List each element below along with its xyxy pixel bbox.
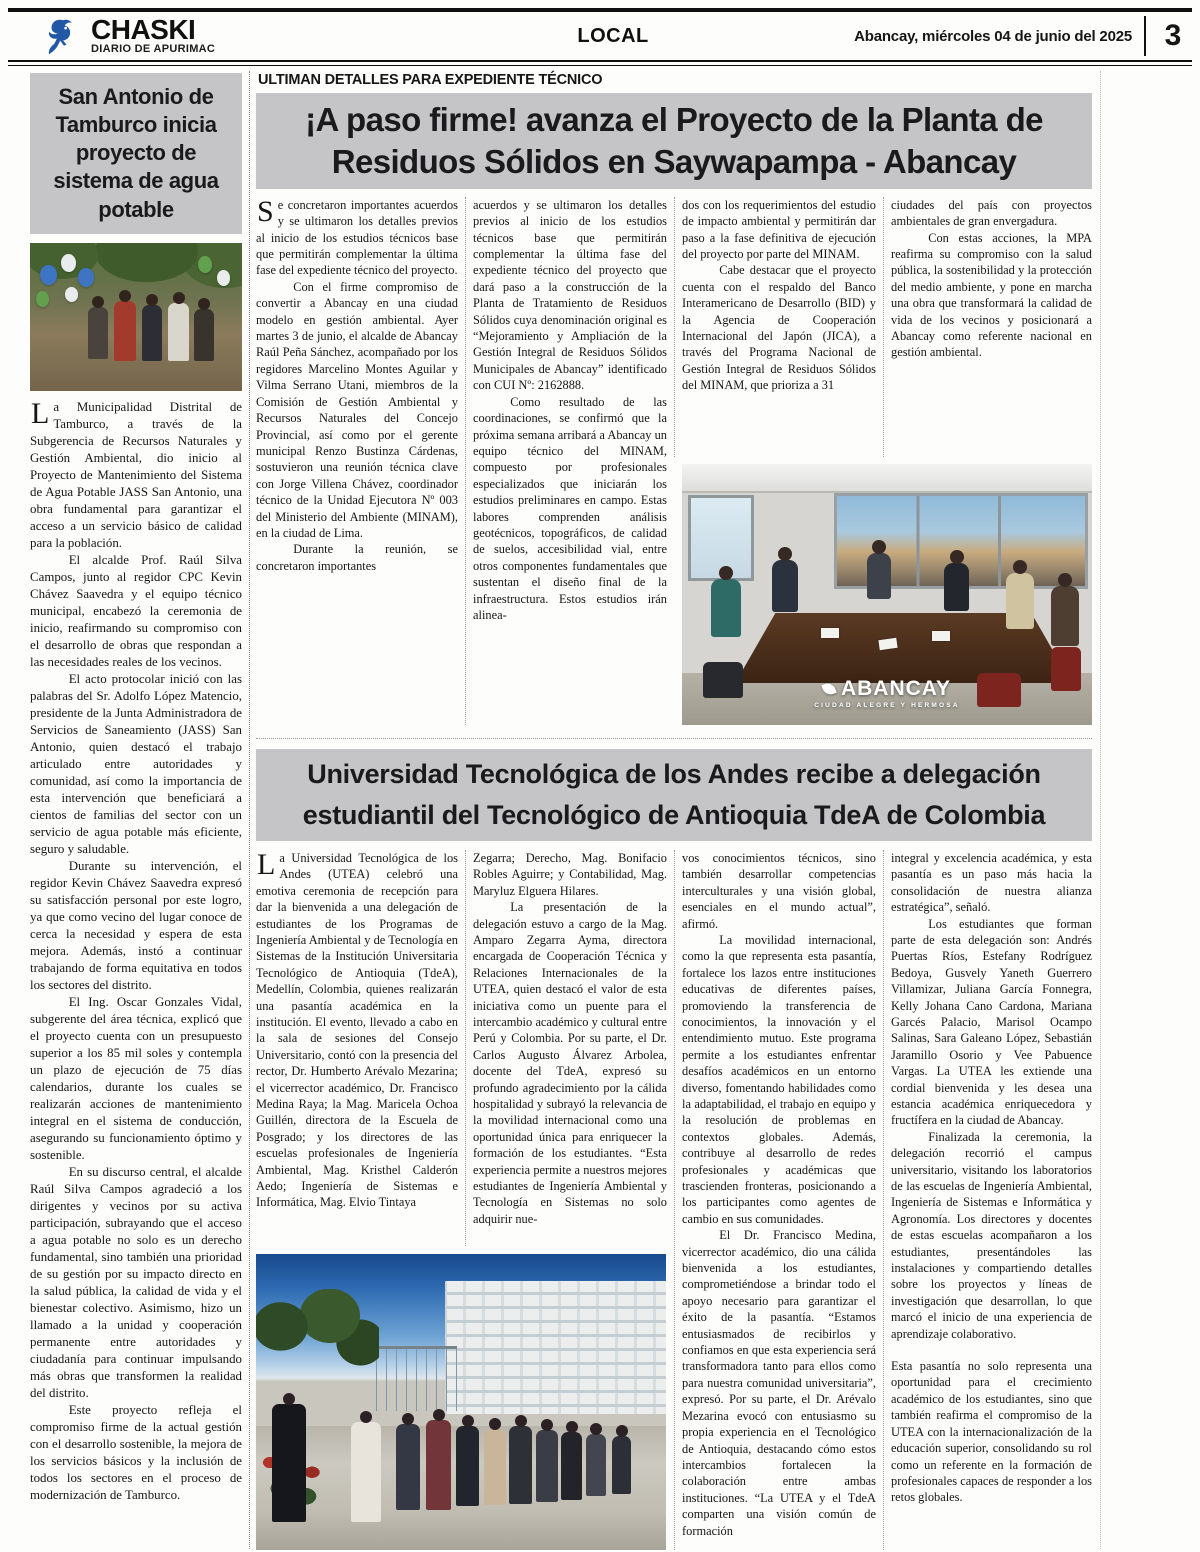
paragraph: Este proyecto refleja el compromiso firme de la actual gestión con el desarrollo sostenible, la mejora de los servicios básicos y la inclusión de todos los sectores en el proceso de modernización de Tamburco. (30, 1402, 242, 1502)
drop-cap: S (257, 196, 274, 228)
paragraph: Finalizada la ceremonia, la delegación recorrió el campus universitario, visitando los laboratorios de las escuelas de Ingeniería Ambiental, Ingeniería de Sistemas e Informática y Agronomía. Los directores y docentes de estas escuelas acompañaron a los estudiantes, presentándoles las instalaciones y compartiendo detalles sobre los proyectos y líneas de investigación que desarrollan, lo que marcó el inicio de una experiencia de aprendizaje colaborativo. (891, 1129, 1092, 1341)
paragraph: ciudades del país con proyectos ambientales de gran envergadura. (891, 197, 1092, 229)
person-figure (168, 303, 189, 361)
chaski-bird-logo (42, 15, 84, 57)
abancay-leaf-icon (821, 681, 836, 696)
person-figure (944, 563, 969, 611)
person-figure (867, 553, 891, 599)
person-figure (142, 305, 162, 361)
person-figure (351, 1422, 381, 1522)
paragraph-list (30, 552, 242, 1504)
paper (932, 631, 950, 641)
watermark-title: ABANCAY (840, 676, 952, 700)
article1-column-4 (883, 197, 1092, 457)
paragraph-list (682, 197, 876, 394)
glass-building (367, 1346, 457, 1411)
balloon (198, 256, 212, 273)
balloon (61, 254, 76, 272)
paragraph: El alcalde Prof. Raúl Silva Campos, junto al regidor CPC Kevin Chávez Saavedra y el equipo técnico municipal, encabezó la ceremonia de inicio, reafirmando su compromiso con el desarrollo de obras que respondan a las necesidades reales de los vecinos. (30, 552, 242, 669)
paragraph: Cabe destacar que el proyecto cuenta con el respaldo del Banco Interamericano de Desarrollo (BID) y la Agencia de Cooperación Internacional del Japón (JICA), a través del Programa Nacional de Gestión Integral de Residuos Sólidos del MINAM, que prioriza a 31 (682, 263, 876, 393)
paragraph: El Dr. Francisco Medina, vicerrector académico, dio una cálida bienvenida a los estudiantes, comprometiéndose a brindar todo el apoyo necesario para garantizar el éxito de la pasantía. “Estamos entusiasmados de recibirlos y confiamos en que esta experiencia será transformadora tanto para ellos como para nuestra comunidad universitaria”, expresó. Por su parte, el Dr. Arévalo Mezarina evocó con entusiasmo su propia experiencia en el Tecnológico de Antioquia, destacando cómo estos intercambios fortalecen la colaboración entre ambas instituciones. “La UTEA y el TdeA comparten una visión común de formación (682, 1228, 876, 1538)
paragraph: Con el firme compromiso de convertir a Abancay en una ciudad modelo en gestión ambiental. Ayer martes 3 de junio, el alcalde de Abancay Raúl Peña Sánchez, acompañado por los regidores Marcelino Montes Aguilar y Vilma Serrano Utani, miembros de la Comisión de Gestión Ambiental y Recursos Naturales del Concejo Provincial, así como por el gerente municipal Renzo Bustinza Cárdenas, sostuvieron una reunión técnica clave con Jorge Villena Chávez, coordinador técnico de la Unidad Ejecutora Nº 003 del Ministerio del Ambiente (MINAM), en la ciudad de Lima. (256, 279, 458, 540)
person-figure (396, 1424, 420, 1510)
paragraph: La presentación de la delegación estuvo a cargo de la Mag. Amparo Zegarra Ayma, directora encargada de Cooperación Técnica y Relaciones Internacionales de la UTEA, quien destacó el valor de esta iniciativa como un puente para el intercambio académico y cultural entre Perú y Colombia. Por su parte, el Dr. Carlos Augusto Álvarez Arbolea, docente del TdeA, expresó su profundo agradecimiento por la cálida hospitalidad y subrayó la relevancia de la movilidad internacional como una oportunidad única para enriquecer la formación de los estudiantes. “Esta experiencia permite a nuestros mejores estudiantes de Ingeniería Ambiental y Tecnología en Sistemas no solo adquirir nue- (473, 900, 667, 1226)
article-utea-delegacion (256, 749, 1092, 1550)
paragraph: Zegarra; Derecho, Mag. Bonifacio Robles Aguirre; y Contabilidad, Mag. Maryluz Elguera Hilares. (473, 850, 667, 898)
article2-column-4 (883, 850, 1092, 1550)
paragraph-list (891, 197, 1092, 361)
person-figure (509, 1426, 532, 1504)
lead-text: a Universidad Tecnológica de los Andes (UTEA) celebró una emotiva ceremonia de recepción para dar la bienvenida a una delegación de estudiantes de los Programas de Ingeniería Ambiental y de Tecnología en Sistemas de la Institución Universitaria Tecnológico de Antioquia (TdeA), Medellín, Colombia, quienes realizarán una pasantía académica en la institución. El evento, llevado a cabo en la sala de sesiones del Consejo Universitario, contó con la presencia del rector, Dr. Humberto Arévalo Mezarina; el vicerrector académico, Dr. Francisco Medina Raya; la Mag. Maricela Ochoa Guillén, directora de la Escuela de Posgrado; y los directores de las escuelas profesionales de Ingeniería Ambiental, Mag. Kristhel Calderón Aedo; Ingeniería de Sistemas e Informática, Mag. Elvio Tintaya (256, 850, 458, 1210)
paragraph-list (682, 850, 876, 1539)
paper (878, 637, 897, 649)
ceiling (682, 464, 1092, 493)
drop-cap: L (257, 849, 276, 881)
person-figure (114, 301, 136, 361)
paragraph: Durante la reunión, se concretaron importantes (256, 542, 458, 573)
paragraph: Como resultado de las coordinaciones, se confirmó que la próxima semana arribará a Abancay un equipo técnico del MINAM, compuesto por profesionales especializados que iniciarán los estudios preliminares en campo. Estas labores comprenden análisis geotécnicos, topográficos, de calidad de suelos, accesibilidad vial, entre otros componentes fundamentales que sustentan el diseño final de la infraestructura. Estos estudios irán alinea- (473, 394, 667, 622)
balloon (40, 265, 57, 285)
person-figure (1006, 573, 1034, 629)
article1-column-3 (674, 197, 883, 457)
person-figure (194, 309, 214, 361)
article1-column-1 (256, 197, 465, 725)
paragraph-list (256, 279, 458, 574)
masthead-title: CHASKI (91, 14, 196, 45)
main-right-divider (1100, 71, 1101, 1549)
header-divider (1144, 16, 1146, 56)
balloon (65, 287, 78, 302)
paragraph-list (473, 197, 667, 624)
person-figure (426, 1420, 451, 1510)
person-figure (456, 1426, 479, 1506)
lead-paragraph (256, 850, 458, 1211)
person-figure (711, 579, 741, 637)
issue-date: Abancay, miércoles 04 de junio del 2025 (854, 27, 1132, 45)
sidebar-main-divider (249, 71, 250, 1549)
paragraph: acuerdos y se ultimaron los detalles previos al inicio de los estudios técnicos base que permitirán complementar la última fase del expediente técnico del proyecto que dará paso a la construcción de la Planta de Tratamiento de Residuos Sólidos cuya denominación original es “Mejoramiento y Ampliación de la Gestión Integral de Residuos Sólidos Municipales de Abancay” identificado con CUI Nº: 2162888. (473, 197, 667, 393)
article-planta-residuos-solidos (256, 71, 1092, 725)
article2-column-3 (674, 850, 883, 1550)
trees (256, 1289, 379, 1396)
drop-cap: L (31, 398, 50, 430)
paragraph: La movilidad internacional, como la que representa esta pasantía, fortalece los lazos entre instituciones educativas de diferentes países, promoviendo la transferencia de conocimientos, la innovación y el entendimiento mutuo. Este programa permite a los estudiantes enfrentar desafíos académicos en un entorno diverso, fomentando habilidades como la adaptabilidad, el trabajo en equipo y la resolución de problemas en contextos globales. Además, contribuye al desarrollo de redes profesionales y académicas que trascienden fronteras, posicionando a los participantes como agentes de cambio en sus comunidades. (682, 932, 876, 1226)
lead-text: a Municipalidad Distrital de Tamburco, a través de la Subgerencia de Recursos Naturales y Gestión Ambiental, dio inicio al Proyecto de Mantenimiento del Sistema de Agua Potable JASS San Antonio, una obra fundamental para garantizar el acceso a un servicio básico de calidad para la población. (30, 399, 242, 550)
paragraph: dos con los requerimientos del estudio de impacto ambiental y permitirán dar paso a la fase definitiva de ejecución del proyecto por parte del MINAM. (682, 197, 876, 262)
article2-photo-campus-tour (256, 1254, 666, 1550)
lead-paragraph (30, 399, 242, 552)
photo-watermark (682, 676, 1092, 715)
person-figure (1051, 586, 1079, 646)
paragraph: Los estudiantes que forman parte de esta delegación son: Andrés Puertas Ríos, Estefany Rodríguez Bedoya, Gusvely Yaneth Guerrero Villamizar, Juliana García Fonnegra, Kelly Johana Cano Cardona, Mariana Garcés Palacio, Marisol Ocampo Salinas, Sara Galeano López, Sebastián Jaramillo Osorio y Vee Pabuence Vargas. La UTEA les extiende una cordial bienvenida y les desea una estancia académica enriquecedora y fructífera en la ciudad de Abancay. (891, 916, 1092, 1128)
section-label: LOCAL (577, 24, 649, 47)
balloon (36, 291, 49, 307)
masthead-brand (42, 15, 372, 57)
article1-headline: ¡A paso firme! avanza el Proyecto de la Planta de Residuos Sólidos en Saywapampa - Abancay (256, 93, 1092, 189)
page-header (8, 8, 1192, 66)
article1-column-2 (465, 197, 674, 725)
paragraph: Durante su intervención, el regidor Kevin Chávez Saavedra expresó su satisfacción personal por este logro, ya que como vecino del lugar conoce de cerca la necesidad y espera de esta mejora. Además, instó a continuar trabajando de forma equitativa en todos los sectores del distrito. (30, 858, 242, 992)
person-figure (612, 1436, 631, 1494)
article2-column-2 (465, 850, 674, 1246)
paragraph: vos conocimientos técnicos, sino también desarrollar competencias interculturales y una visión global, esenciales en el mundo actual”, afirmó. (682, 850, 876, 931)
person-figure (772, 560, 798, 612)
paragraph-list (891, 850, 1092, 1506)
person-figure (272, 1404, 306, 1522)
person-figure (586, 1434, 606, 1496)
watermark-tagline: CIUDAD ALEGRE Y HERMOSA (814, 701, 960, 709)
person-figure (561, 1432, 582, 1500)
masthead-subtitle: DIARIO DE APURIMAC (91, 43, 216, 55)
sidebar-photo-inauguration (30, 243, 242, 391)
article-separator (256, 738, 1092, 739)
article2-headline: Universidad Tecnológica de los Andes recibe a delegación estudiantil del Tecnológico de Antioquia TdeA de Colombia (256, 749, 1092, 841)
person-figure (536, 1430, 558, 1502)
sidebar-body-text (30, 399, 242, 1549)
page-number: 3 (1164, 19, 1182, 52)
balloon (217, 270, 230, 286)
lead-paragraph (256, 197, 458, 279)
paper (821, 628, 839, 638)
university-building (445, 1281, 666, 1414)
paragraph: En su discurso central, el alcalde Raúl Silva Campos agradeció a los dirigentes y vecinos por su activa participación, subrayando que el acceso a agua potable no solo es un derecho fundamental, sino también una prioridad de su gestión por su impacto directo en la salud pública, la calidad de vida y el bienestar colectivo. Asimismo, hizo un llamado a la unidad y cooperación permanente entre autoridades y ciudadanía para continuar impulsando más obras que transformen la realidad del distrito. (30, 1164, 242, 1400)
lead-text: e concretaron importantes acuerdos y se ultimaron los detalles previos al inicio de los estudios técnicos base que permitirán complementar la última fase del expediente técnico del proyecto. (256, 197, 458, 278)
paragraph-list (473, 850, 667, 1227)
person-figure (484, 1429, 506, 1505)
balloon (78, 268, 94, 287)
paragraph: Esta pasantía no solo representa una oportunidad para el crecimiento académico de los estudiantes, sino que también reafirma el compromiso de la UTEA con la internacionalización de la educación superior, consolidando su rol como un referente en la formación de profesionales capaces de responder a los retos globales. (891, 1359, 1092, 1505)
article1-kicker: ULTIMAN DETALLES PARA EXPEDIENTE TÉCNICO (258, 72, 603, 88)
sidebar-article-agua-potable (30, 71, 242, 1549)
sidebar-headline: San Antonio de Tamburco inicia proyecto de sistema de agua potable (30, 73, 242, 234)
article2-column-1 (256, 850, 465, 1246)
paragraph: Con estas acciones, la MPA reafirma su compromiso con la salud pública, la sostenibilidad y la protección del medio ambiente, y pone en marcha una obra que transformará la calidad de vida de los vecinos y posicionará a Abancay como referente nacional en gestión ambiental. (891, 230, 1092, 360)
person-figure (88, 307, 108, 359)
paragraph: integral y excelencia académica, y esta pasantía es un paso más hacia la consolidación de nuestra alianza estratégica”, señaló. (891, 850, 1092, 915)
paragraph: El acto protocolar inició con las palabras del Sr. Adolfo López Matencio, presidente de la Junta Administradora de Servicios de Saneamiento (JASS) San Antonio, quien destacó el trabajo articulado entre autoridades y comunidad, así como la importancia de esta intervención que beneficiará a cientos de familias del sector con un servicio de agua potable más eficiente, seguro y saludable. (30, 671, 242, 856)
article1-photo-minam-meeting (682, 464, 1092, 725)
paragraph: El Ing. Oscar Gonzales Vidal, subgerente del área técnica, explicó que el proyecto cuenta con un presupuesto superior a los 85 mil soles y contempla un plazo de ejecución de 75 días calendarios, durante los cuales se realizarán acciones de mantenimiento integral en el sistema de conducción, asegurando su funcionamiento óptimo y sostenible. (30, 994, 242, 1162)
